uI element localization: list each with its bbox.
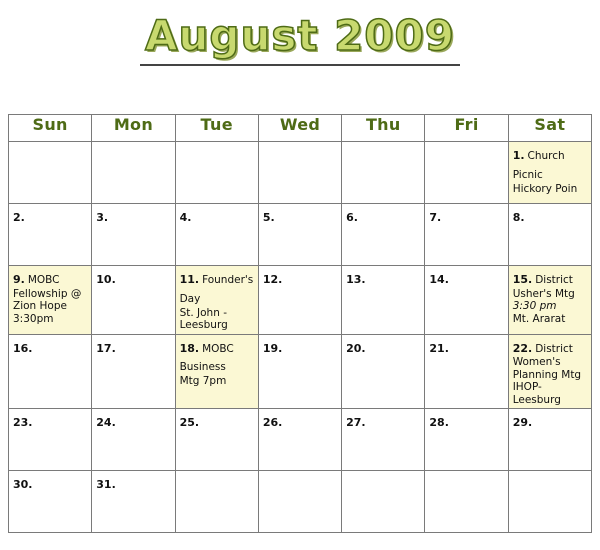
event-text: Usher's Mtg [512,287,575,300]
calendar-cell-content [259,142,341,147]
calendar-cell-content [342,335,424,359]
day-number: 16. [13,341,33,355]
day-number: 22. [512,341,533,355]
day-number: 30. [13,477,33,491]
calendar-cell-empty [258,142,341,204]
calendar-cell-content [342,142,424,147]
calendar-cell-day[interactable] [175,204,258,266]
calendar-cell-content [259,335,341,359]
day-number: 14. [429,273,449,286]
calendar-cell-empty [175,470,258,532]
calendar-cell-content [92,204,174,228]
calendar-cell-content [176,204,258,228]
day-number: 31. [96,477,116,491]
weekday-header-tue: Tue [175,115,258,142]
event-text: Fellowship @ [13,287,82,300]
calendar-cell-day[interactable] [92,266,175,335]
calendar-cell-content [425,204,507,228]
calendar-cell-content [259,204,341,228]
day-number: 29. [512,415,533,429]
calendar-cell-content [342,266,424,290]
day-number: 19. [262,341,283,355]
calendar-cell-empty [425,142,508,204]
day-number: 13. [346,273,366,286]
calendar-cell-content [509,142,591,197]
calendar-cell-content [9,471,91,495]
day-number: 10. [96,273,116,286]
calendar-cell-day[interactable] [258,204,341,266]
calendar-cell-content [176,142,258,147]
calendar-cell-content [92,409,174,433]
calendar-cell-content [425,409,507,433]
weekday-header-thu: Thu [342,115,425,142]
event-text: Women's [512,356,561,369]
calendar-cell-content [9,335,91,359]
calendar-cell-day[interactable] [342,334,425,408]
calendar-cell-day[interactable] [92,470,175,532]
day-number: 20. [346,341,366,355]
event-text: St. John - [179,306,227,319]
calendar-cell-day[interactable] [508,142,591,204]
day-number: 1. [512,149,525,162]
calendar-cell-content [9,204,91,228]
day-number: 27. [346,415,366,429]
event-text: Hickory Poin [512,182,578,195]
calendar-cell-day[interactable] [9,334,92,408]
calendar-cell-content [259,409,341,433]
day-number: 12. [262,273,283,286]
calendar-cell-day[interactable] [258,334,341,408]
calendar-cell-content [9,142,91,147]
event-text: District [535,342,573,355]
calendar-cell-empty [175,142,258,204]
calendar-week-row [9,334,592,408]
day-number: 11. [179,273,200,286]
event-text: Mtg 7pm [179,375,227,388]
day-number: 8. [512,211,525,224]
calendar-cell-content [509,266,591,327]
calendar-cell-empty [425,470,508,532]
day-number: 4. [179,211,192,224]
calendar-body [9,142,592,533]
calendar-cell-day[interactable] [9,408,92,470]
calendar-cell-day[interactable] [342,408,425,470]
calendar-cell-content [176,335,258,390]
day-number: 18. [179,341,200,355]
calendar-cell-content [509,409,591,433]
weekday-header-sat: Sat [508,115,591,142]
calendar-cell-day[interactable] [9,204,92,266]
calendar-cell-content [176,266,258,334]
calendar-cell-day[interactable] [342,266,425,335]
weekday-header-sun: Sun [9,115,92,142]
calendar-cell-content [342,204,424,228]
weekday-header-mon: Mon [92,115,175,142]
day-number: 25. [179,415,200,429]
calendar-cell-day[interactable] [425,334,508,408]
calendar-cell-day[interactable] [175,334,258,408]
calendar-cell-empty [342,142,425,204]
day-number: 9. [13,273,25,286]
calendar-cell-empty [508,470,591,532]
calendar-cell-content [342,409,424,433]
event-text: Mt. Ararat [512,312,566,325]
calendar-table [8,114,592,533]
calendar-cell-day[interactable] [92,334,175,408]
calendar-cell-day[interactable] [342,204,425,266]
calendar-week-row [9,408,592,470]
calendar-cell-content [509,204,591,228]
title-divider [140,64,460,66]
event-text: District [535,274,573,286]
calendar-cell-day[interactable] [508,266,591,335]
calendar-cell-empty [9,142,92,204]
calendar-container [8,114,592,533]
calendar-cell-content [259,266,341,290]
calendar-cell-content [9,266,91,327]
calendar-cell-content [176,471,258,476]
day-number: 15. [512,273,533,286]
calendar-cell-content [425,335,507,359]
calendar-week-row [9,204,592,266]
calendar-cell-empty [92,142,175,204]
day-number: 28. [429,415,449,429]
calendar-cell-content [92,471,174,495]
calendar-week-row [9,142,592,204]
calendar-cell-content [425,266,507,290]
calendar-cell-day[interactable] [425,408,508,470]
calendar-cell-content [259,471,341,476]
calendar-cell-day[interactable] [9,266,92,335]
event-text: Church Picnic [512,150,565,181]
day-number: 26. [262,415,283,429]
day-number: 5. [262,211,275,224]
event-text: Founder's Day [179,274,254,305]
calendar-header-row [9,115,592,142]
calendar-cell-day[interactable] [508,334,591,408]
day-number: 24. [96,415,116,429]
event-text: 3:30pm [13,312,54,325]
calendar-cell-day[interactable] [425,266,508,335]
event-text: Planning Mtg [512,368,582,381]
calendar-cell-content [92,142,174,147]
day-number: 6. [346,211,358,224]
calendar-cell-day[interactable] [175,266,258,335]
day-number: 7. [429,211,442,224]
calendar-cell-content [92,266,174,290]
calendar-cell-day[interactable] [92,204,175,266]
calendar-cell-day[interactable] [9,470,92,532]
calendar-cell-content [9,409,91,433]
day-number: 2. [13,211,25,224]
title-block [0,0,600,66]
calendar-cell-content [92,335,174,359]
calendar-cell-content [509,335,591,408]
calendar-cell-day[interactable] [92,408,175,470]
page-title: August 2009 [145,11,455,60]
calendar-cell-day[interactable] [425,204,508,266]
calendar-cell-empty [342,470,425,532]
event-text: MOBC Business [179,342,234,374]
calendar-cell-content [342,471,424,476]
calendar-cell-day[interactable] [258,266,341,335]
event-text: 3:30 pm [512,300,557,313]
event-text: Zion Hope [13,300,67,313]
day-number: 3. [96,211,109,224]
calendar-cell-day[interactable] [258,408,341,470]
calendar-cell-content [176,409,258,433]
day-number: 17. [96,341,116,355]
day-number: 23. [13,415,33,429]
event-text: IHOP- Leesburg [512,381,561,406]
calendar-cell-day[interactable] [508,408,591,470]
calendar-cell-content [425,471,507,476]
weekday-header-wed: Wed [258,115,341,142]
calendar-cell-empty [258,470,341,532]
event-text: MOBC [27,274,60,286]
calendar-cell-content [425,142,507,147]
calendar-week-row [9,266,592,335]
weekday-header-fri: Fri [425,115,508,142]
day-number: 21. [429,341,449,355]
calendar-cell-day[interactable] [175,408,258,470]
calendar-cell-day[interactable] [508,204,591,266]
calendar-cell-content [509,471,591,476]
event-text: Leesburg [179,319,228,332]
calendar-week-row [9,470,592,532]
